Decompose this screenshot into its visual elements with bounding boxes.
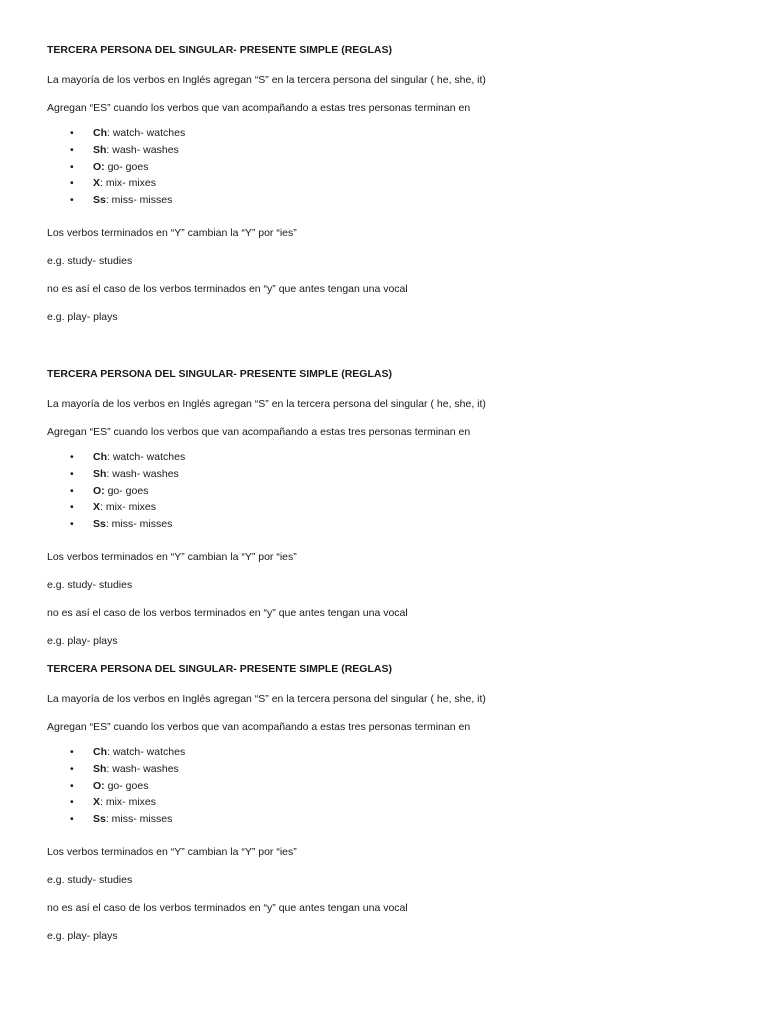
- ending-example: : watch- watches: [107, 127, 186, 139]
- ending-key: Sh: [93, 762, 107, 775]
- example-play: e.g. play- plays: [47, 311, 118, 323]
- bullet-icon: •: [70, 779, 74, 792]
- ending-example: : wash- washes: [106, 762, 179, 775]
- ending-example: : miss- misses: [105, 813, 173, 826]
- ending-key: Ss: [93, 194, 106, 207]
- y-rule: Los verbos terminados en “Y” cambian la “Y” por “ies”: [47, 551, 297, 563]
- ending-key: X: [93, 796, 101, 809]
- bullet-icon: •: [70, 127, 74, 139]
- ending-example: : watch- watches: [107, 746, 186, 758]
- bullet-icon: •: [70, 467, 74, 480]
- ending-key: Ss: [93, 518, 106, 531]
- ending-example: go- goes: [104, 160, 149, 173]
- ending-key: O:: [93, 160, 105, 173]
- ending-key: Ss: [93, 813, 106, 826]
- example-play: e.g. play- plays: [47, 930, 118, 942]
- bullet-icon: •: [70, 143, 74, 156]
- ending-example: go- goes: [104, 484, 149, 497]
- section-title: TERCERA PERSONA DEL SINGULAR- PRESENTE SIMPLE (REGLAS): [47, 368, 392, 380]
- ending-example: : mix- mixes: [100, 501, 157, 514]
- vowel-rule: no es así el caso de los verbos terminados en “y” que antes tengan una vocal: [47, 283, 408, 295]
- bullet-icon: •: [70, 813, 74, 826]
- intro-s-rule: La mayoría de los verbos en Inglés agregan “S” en la tercera persona del singular ( he, she, it): [47, 74, 486, 86]
- bullet-icon: •: [70, 746, 74, 758]
- vowel-rule: no es así el caso de los verbos terminados en “y” que antes tengan una vocal: [47, 902, 408, 914]
- y-rule: Los verbos terminados en “Y” cambian la “Y” por “ies”: [47, 846, 297, 858]
- intro-es-rule: Agregan “ES” cuando los verbos que van acompañando a estas tres personas terminan en: [47, 102, 471, 114]
- example-study: e.g. study- studies: [47, 255, 133, 267]
- intro-es-rule: Agregan “ES” cuando los verbos que van acompañando a estas tres personas terminan en: [47, 721, 471, 733]
- example-study: e.g. study- studies: [47, 579, 133, 591]
- intro-s-rule: La mayoría de los verbos en Inglés agregan “S” en la tercera persona del singular ( he, she, it): [47, 398, 486, 410]
- intro-s-rule: La mayoría de los verbos en Inglés agregan “S” en la tercera persona del singular ( he, she, it): [47, 693, 486, 705]
- bullet-icon: •: [70, 177, 74, 190]
- ending-key: Sh: [93, 143, 107, 156]
- bullet-icon: •: [70, 484, 74, 497]
- ending-key: O:: [93, 484, 105, 497]
- section-title: TERCERA PERSONA DEL SINGULAR- PRESENTE SIMPLE (REGLAS): [47, 663, 392, 675]
- bullet-icon: •: [70, 762, 74, 775]
- bullet-icon: •: [70, 160, 74, 173]
- bullet-icon: •: [70, 518, 74, 531]
- ending-example: : wash- washes: [106, 467, 179, 480]
- ending-example: : mix- mixes: [100, 796, 157, 809]
- ending-example: go- goes: [104, 779, 149, 792]
- example-study: e.g. study- studies: [47, 874, 133, 886]
- bullet-icon: •: [70, 194, 74, 207]
- bullet-icon: •: [70, 451, 74, 463]
- ending-key: O:: [93, 779, 105, 792]
- ending-example: : miss- misses: [105, 194, 173, 207]
- section-title: TERCERA PERSONA DEL SINGULAR- PRESENTE SIMPLE (REGLAS): [47, 44, 392, 56]
- ending-example: : miss- misses: [105, 518, 173, 531]
- y-rule: Los verbos terminados en “Y” cambian la “Y” por “ies”: [47, 227, 297, 239]
- intro-es-rule: Agregan “ES” cuando los verbos que van acompañando a estas tres personas terminan en: [47, 426, 471, 438]
- ending-example: : wash- washes: [106, 143, 179, 156]
- ending-key: Sh: [93, 467, 107, 480]
- ending-key: Ch: [93, 127, 107, 139]
- ending-key: X: [93, 177, 101, 190]
- ending-key: Ch: [93, 451, 107, 463]
- ending-key: Ch: [93, 746, 107, 758]
- ending-example: : watch- watches: [107, 451, 186, 463]
- bullet-icon: •: [70, 796, 74, 809]
- vowel-rule: no es así el caso de los verbos terminados en “y” que antes tengan una vocal: [47, 607, 408, 619]
- ending-example: : mix- mixes: [100, 177, 157, 190]
- ending-key: X: [93, 501, 101, 514]
- example-play: e.g. play- plays: [47, 635, 118, 647]
- bullet-icon: •: [70, 501, 74, 514]
